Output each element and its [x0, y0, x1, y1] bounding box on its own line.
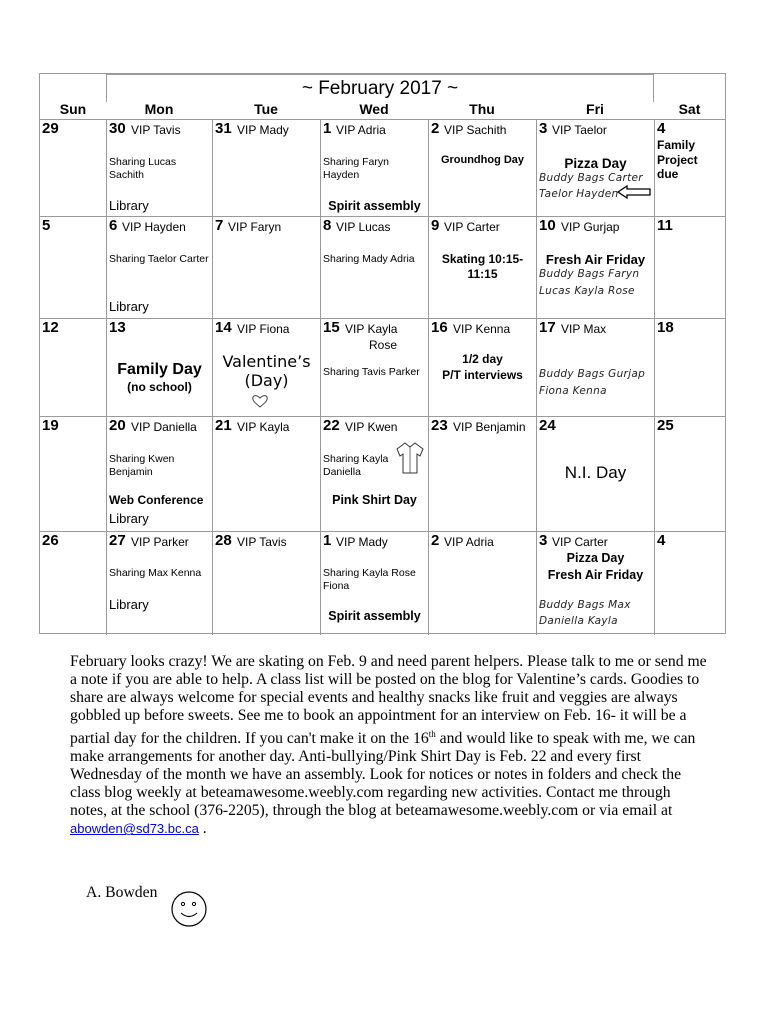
smiley-face-icon [170, 890, 208, 928]
event-label [657, 138, 698, 182]
sharing-label: Sharing Kayla Rose Fiona [323, 567, 416, 592]
sharing-label: Sharing Tavis Parker [323, 366, 420, 378]
event-label: N.I. Day [564, 463, 627, 482]
sharing-label: Sharing Lucas Sachith [109, 156, 177, 181]
event-label: Family Day [117, 361, 202, 378]
day-number: 18 [657, 319, 674, 336]
event-line: due [657, 167, 679, 181]
event-label: Groundhog Day [440, 154, 525, 166]
event-label: Fresh Air Friday [547, 568, 644, 582]
day-cell [212, 120, 320, 216]
arrow-left-icon [617, 184, 651, 200]
day-number: 11 [657, 217, 673, 234]
day-number: 20 [109, 417, 126, 434]
event-line: Family [657, 138, 696, 152]
day-header-sun: Sun [59, 101, 87, 117]
vip-label: VIP Gurjap [561, 220, 620, 234]
buddy-bags-label: Buddy Bags Faryn [539, 268, 640, 280]
day-cell [212, 532, 320, 635]
vip-label: VIP Sachith [444, 123, 507, 137]
vip-label: VIP Tavis [131, 123, 181, 137]
note-text: and would like to speak with me, we can make arrangements for another day. Anti-bullying/Pink Shirt Day is Feb. 22 and every first Wednesday of the month we have an assembly. Look for notices or notes in folders and check the class blog weekly at beteamawesome.weebly.com regarding new activities. Contact me through notes, at the school (376-2205), through the blog at beteamawesome.weebly.com or via email at [70, 730, 696, 820]
vip-label: VIP Mady [336, 535, 388, 549]
day-header-mon: Mon [144, 101, 174, 117]
calendar-title: ~ February 2017 ~ [106, 74, 654, 102]
vip-label: VIP Max [561, 322, 607, 336]
vip-label: VIP Kayla [237, 420, 290, 434]
day-cell [654, 120, 725, 216]
day-number: 7 [215, 217, 224, 234]
day-number: 31 [215, 120, 232, 137]
buddy-bags-label: Fiona Kenna [539, 385, 607, 397]
sharing-label: Sharing Max Kenna [109, 567, 202, 579]
day-cell [654, 417, 725, 531]
day-cell [428, 120, 536, 216]
day-cell [212, 319, 320, 416]
day-cell [428, 532, 536, 635]
vip-label: VIP Mady [237, 123, 289, 137]
event-label: Spirit assembly [328, 199, 421, 213]
buddy-bags-label: Buddy Bags Gurjap [539, 368, 646, 380]
event-line: Project [657, 152, 698, 167]
day-cell [654, 319, 725, 416]
buddy-bags-label: Buddy Bags Max [539, 599, 631, 611]
vip-label: VIP Benjamin [453, 420, 526, 434]
day-cell [536, 532, 654, 635]
day-cell [40, 532, 106, 635]
vip-label: VIP Kwen [345, 420, 398, 434]
day-number: 8 [323, 217, 332, 234]
library-label: Library [109, 597, 149, 612]
day-number: 12 [42, 319, 59, 336]
vip-label: VIP Faryn [228, 220, 282, 234]
day-cell [212, 217, 320, 318]
event-label: Pizza Day [564, 156, 627, 171]
day-cell [654, 217, 725, 318]
calendar [39, 73, 726, 634]
vip-label: VIP Lucas [336, 220, 391, 234]
day-cell [320, 217, 428, 318]
day-number: 17 [539, 319, 556, 336]
week-row [40, 416, 725, 531]
day-number: 3 [539, 532, 548, 549]
day-number: 13 [109, 319, 126, 336]
week-row [40, 119, 725, 216]
day-cell [106, 217, 212, 318]
day-cell [320, 120, 428, 216]
day-cell [428, 417, 536, 531]
week-row [40, 216, 725, 318]
event-label: Spirit assembly [328, 609, 421, 623]
day-cell [106, 319, 212, 416]
vip-label: VIP Adria [336, 123, 386, 137]
vip-label: VIP Taelor [552, 123, 607, 137]
day-number: 14 [215, 319, 232, 336]
day-number: 4 [657, 120, 666, 137]
day-cell [320, 319, 428, 416]
day-number: 2 [431, 532, 440, 549]
day-number: 5 [42, 217, 51, 234]
day-header-sat: Sat [678, 101, 701, 117]
vip-label: VIP Fiona [237, 322, 290, 336]
day-number: 23 [431, 417, 448, 434]
day-cell [40, 217, 106, 318]
vip-label: VIP Hayden [122, 220, 186, 234]
day-number: 19 [42, 417, 59, 434]
day-number: 3 [539, 120, 548, 137]
event-label: Web Conference [109, 493, 204, 507]
day-number: 6 [109, 217, 118, 234]
day-number: 1 [323, 532, 332, 549]
note-text: February looks crazy! We are skating on Feb. 9 and need parent helpers. Please talk to me or send me a note if you are able to help. A class list will be posted on the blog for Valentine’s cards. Goodies to share are always welcome for special events and healthy snacks like fruit and veggies are always gobbled up before sweets. See me to book an appointment for an interview on Feb. 16- it will be a partial day for the children. If you can't make it on the 16 [70, 653, 707, 748]
shirt-icon [395, 441, 425, 475]
buddy-bags-label: Daniella Kayla [539, 615, 618, 627]
email-link[interactable]: abowden@sd73.bc.ca [70, 821, 199, 837]
library-label: Library [109, 299, 149, 314]
vip-label: VIP Carter [552, 535, 608, 549]
day-number: 28 [215, 532, 232, 549]
day-number: 21 [215, 417, 232, 434]
vip-label: VIP Daniella [131, 420, 197, 434]
event-label: P/T interviews [442, 368, 523, 382]
day-header-tue: Tue [254, 101, 278, 117]
sharing-label: Sharing Faryn Hayden [323, 156, 389, 181]
day-number: 29 [42, 120, 59, 137]
day-header-thu: Thu [469, 101, 495, 117]
day-number: 24 [539, 417, 556, 434]
newsletter-note: February looks crazy! We are skating on Feb. 9 and need parent helpers. Please talk to me or send me a note if you are able to help. A class list will be posted on the blog for Valentine’s cards. Goodies to share are always welcome for special events and healthy snacks like fruit and veggies are always gobbled up before sweets. See me to book an appointment for an interview on Feb. 16- it will be a partial day for the children. If you can't make it on the 16th and would like to speak with me, we can make arrangements for another day. Anti-bullying/Pink Shirt Day is Feb. 22 and every first Wednesday of the month we have an assembly. Look for notices or notes in folders and check the class blog weekly at beteamawesome.weebly.com regarding new activities. Contact me through notes, at the school (376-2205), through the blog at beteamawesome.weebly.com or via email at abowden@sd73.bc.ca . [70, 653, 707, 838]
buddy-bags-label: Taelor Hayden [539, 188, 619, 200]
day-cell [40, 417, 106, 531]
day-number: 22 [323, 417, 340, 434]
day-cell [428, 319, 536, 416]
day-cell [536, 217, 654, 318]
day-number: 15 [323, 319, 340, 336]
day-cell [536, 319, 654, 416]
signature: A. Bowden [86, 884, 158, 901]
day-number: 10 [539, 217, 556, 234]
heart-icon [251, 394, 269, 408]
day-cell [106, 120, 212, 216]
library-label: Library [109, 198, 149, 213]
day-number: 27 [109, 532, 126, 549]
vip-label-line2: Rose [369, 338, 398, 352]
sharing-label: Sharing Kayla Daniella [323, 453, 389, 478]
day-cell [106, 417, 212, 531]
event-label: Skating 10:15-11:15 [441, 252, 524, 281]
day-number: 1 [323, 120, 332, 137]
note-superscript: th [428, 729, 436, 739]
day-cell [106, 532, 212, 635]
event-label: Pink Shirt Day [332, 493, 417, 507]
buddy-bags-label: Lucas Kayla Rose [539, 285, 635, 297]
valentines-day-label: (Day) [244, 371, 289, 390]
vip-label: VIP Kayla [345, 322, 398, 336]
day-cell [40, 120, 106, 216]
sharing-label: Sharing Kwen Benjamin [109, 453, 175, 478]
day-number: 9 [431, 217, 440, 234]
day-number: 2 [431, 120, 440, 137]
day-number: 26 [42, 532, 59, 549]
event-label: 1/2 day [462, 352, 503, 366]
day-cell [536, 417, 654, 531]
day-number: 4 [657, 532, 666, 549]
valentines-day-text: Day [250, 371, 283, 390]
day-cell [536, 120, 654, 216]
weekday-header [40, 99, 725, 120]
day-number: 16 [431, 319, 448, 336]
vip-label: VIP Adria [444, 535, 494, 549]
event-label: Pizza Day [566, 551, 625, 565]
day-cell [428, 217, 536, 318]
vip-label: VIP Kenna [453, 322, 511, 336]
day-number: 25 [657, 417, 674, 434]
library-label: Library [109, 511, 149, 526]
day-cell [320, 417, 428, 531]
vip-label: VIP Parker [131, 535, 189, 549]
sharing-label: Sharing Taelor Carter [109, 253, 209, 265]
day-header-wed: Wed [359, 101, 389, 117]
vip-label: VIP Carter [444, 220, 500, 234]
valentines-label: Valentine’s [222, 352, 311, 371]
event-sub-label: (no school) [127, 380, 192, 394]
week-row [40, 531, 725, 635]
day-cell [212, 417, 320, 531]
sharing-label: Sharing Mady Adria [323, 253, 415, 265]
day-cell [654, 532, 725, 635]
event-label: Fresh Air Friday [545, 252, 646, 267]
day-header-fri: Fri [586, 101, 604, 117]
day-number: 30 [109, 120, 126, 137]
week-row [40, 318, 725, 416]
day-cell [320, 532, 428, 635]
day-cell [40, 319, 106, 416]
vip-label: VIP Tavis [237, 535, 287, 549]
buddy-bags-label: Buddy Bags Carter [539, 172, 643, 184]
